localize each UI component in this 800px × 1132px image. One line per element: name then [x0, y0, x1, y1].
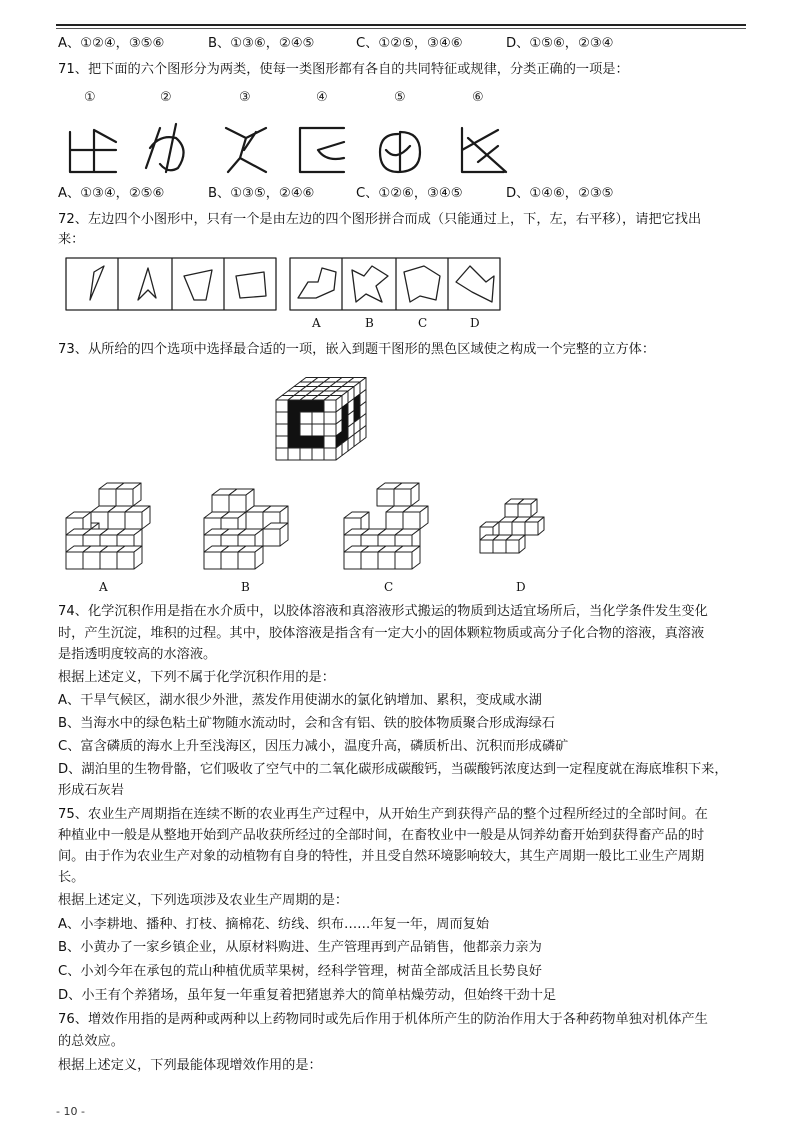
cube-cell: [276, 424, 288, 436]
q72-choice-label-c: C: [418, 316, 428, 330]
q75-option-a: A、小李耕地、播种、打枝、摘棉花、纺线、织布……年复一年，周而复始: [58, 917, 490, 932]
q71-figure-label: ①: [84, 90, 96, 105]
cube-cell: [324, 412, 336, 424]
cube-cell: [324, 436, 336, 448]
q75-option-d: D、小王有个养猪场，虽年复一年重复着把猪崽养大的简单枯燥劳动，但始终干劲十足: [58, 988, 557, 1003]
unit-cube-front: [83, 552, 100, 569]
cube-cell: [276, 436, 288, 448]
cube-cell: [300, 400, 312, 412]
unit-cube-front: [100, 552, 117, 569]
q71-figure-label: ②: [160, 90, 172, 105]
unit-cube-front: [493, 540, 506, 553]
cube-cell: [312, 436, 324, 448]
q75-option-c: C、小刘今年在承包的荒山种植优质苹果树，经科学管理，树苗全部成活且长势良好: [58, 964, 542, 979]
q71-figure-label: ③: [239, 90, 251, 105]
unit-cube-front: [525, 522, 538, 535]
unit-cube-front: [238, 552, 255, 569]
cube-cell: [324, 400, 336, 412]
q71-figure-label: ⑤: [394, 90, 406, 105]
q75-option-b: B、小黄办了一家乡镇企业，从原材料购进、生产管理再到产品销售，他都亲力亲为: [58, 940, 542, 955]
cube-cell: [312, 424, 324, 436]
cube-cell: [300, 424, 312, 436]
unit-cube-front: [505, 504, 518, 517]
q71-stem: 71、把下面的六个图形分为两类，使每一类图形都有各自的共同特征或规律，分类正确的一项是：: [58, 62, 629, 77]
q71-option-c: C、①②⑥，③④⑤: [356, 186, 463, 201]
unit-cube-front: [344, 552, 361, 569]
cube-cell: [312, 448, 324, 460]
unit-cube-front: [403, 512, 420, 529]
q71-option-b: B、①③⑤，②④⑥: [208, 186, 315, 201]
page-number: - 10 -: [56, 1105, 85, 1118]
q71-option-a: A、①③④，②⑤⑥: [58, 186, 165, 201]
unit-cube-front: [480, 540, 493, 553]
q71-option-d: D、①④⑥，②③⑤: [506, 186, 614, 201]
cube-cell: [312, 400, 324, 412]
unit-cube-front: [512, 522, 525, 535]
q73-choice-label-c: C: [384, 580, 394, 594]
cube-cell: [324, 448, 336, 460]
unit-cube-front: [394, 489, 411, 506]
q75-stem-line4: 长。: [58, 870, 85, 885]
q76-stem-line2: 的总效应。: [58, 1034, 124, 1049]
q74-option-c: C、富含磷质的海水上升至浅海区，因压力减小，温度升高，磷质析出、沉积而形成磷矿: [58, 739, 569, 754]
unit-cube-front: [212, 495, 229, 512]
q72-stem-line1: 72、左边四个小图形中，只有一个是由左边的四个图形拼合而成（只能通过上，下，左，右平移），请把它找出: [58, 212, 702, 227]
q74-option-d-cont: 形成石灰岩: [58, 783, 124, 798]
unit-cube-front: [263, 529, 280, 546]
q72-choice-label-a: A: [312, 316, 321, 330]
cube-cell: [300, 436, 312, 448]
q72-stem-line2: 来：: [58, 232, 85, 247]
unit-cube-front: [229, 495, 246, 512]
q75-stem-line2: 种植业中一般是从整地开始到产品收获所经过的全部时间，在畜牧业中一般是从饲养幼畜开始到获得畜产品的时: [58, 828, 705, 843]
cube-cell: [324, 424, 336, 436]
q71-figure-label: ④: [316, 90, 328, 105]
q74-option-b: B、当海水中的绿色粘土矿物随水流动时，会和含有铝、铁的胶体物质聚合形成海绿石: [58, 716, 555, 731]
q75-stem-line1: 75、农业生产周期指在连续不断的农业再生产过程中，从开始生产到获得产品的整个过程所经过的全部时间。在: [58, 807, 708, 822]
unit-cube-front: [117, 552, 134, 569]
unit-cube-front: [386, 512, 403, 529]
prev-option-c: C、①②⑤，③④⑥: [356, 36, 463, 51]
q74-stem-line1: 74、化学沉积作用是指在水介质中，以胶体溶液和真溶液形式搬运的物质到达适宜场所后，当化学条件发生变化: [58, 604, 708, 619]
unit-cube-front: [378, 552, 395, 569]
unit-cube-front: [518, 504, 531, 517]
cube-cell: [288, 436, 300, 448]
q72-choice-label-d: D: [470, 316, 480, 330]
unit-cube-front: [99, 489, 116, 506]
unit-cube-front: [361, 552, 378, 569]
unit-cube-front: [395, 552, 412, 569]
unit-cube-front: [125, 512, 142, 529]
prev-option-d: D、①⑤⑥，②③④: [506, 36, 614, 51]
unit-cube-front: [246, 512, 263, 529]
q74-stem-line2: 时，产生沉淀，堆积的过程。其中，胶体溶液是指含有一定大小的固体颗粒物质或高分子化合物的溶液，真溶液: [58, 626, 705, 641]
prev-option-b: B、①③⑥，②④⑤: [208, 36, 315, 51]
unit-cube-front: [499, 522, 512, 535]
q73-stem: 73、从所给的四个选项中选择最合适的一项，嵌入到题干图形的黑色区域使之构成一个完整的立方体：: [58, 342, 656, 357]
q73-choice-label-d: D: [516, 580, 526, 594]
cube-cell: [300, 448, 312, 460]
cube-cell: [288, 424, 300, 436]
unit-cube-front: [204, 552, 221, 569]
cube-cell: [276, 448, 288, 460]
cube-cell: [300, 412, 312, 424]
q73-choice-label-a: A: [99, 580, 108, 594]
q74-option-d: D、湖泊里的生物骨骼，它们吸收了空气中的二氧化碳形成碳酸钙，当碳酸钙浓度达到一定程度就在海底堆积下来，: [58, 762, 728, 777]
unit-cube-front: [377, 489, 394, 506]
q74-stem-line3: 是指透明度较高的水溶液。: [58, 647, 217, 662]
q74-option-a: A、干旱气候区，湖水很少外泄，蒸发作用使湖水的氯化钠增加、累积，变成咸水湖: [58, 693, 542, 708]
q75-question: 根据上述定义，下列选项涉及农业生产周期的是：: [58, 893, 349, 908]
q76-stem-line1: 76、增效作用指的是两种或两种以上药物同时或先后作用于机体所产生的防治作用大于各种药物单独对机体产生: [58, 1012, 708, 1027]
cube-cell: [312, 412, 324, 424]
unit-cube-front: [506, 540, 519, 553]
unit-cube-front: [221, 552, 238, 569]
unit-cube-front: [116, 489, 133, 506]
q75-stem-line3: 间。由于作为农业生产对象的动植物有自身的特性，并且受自然环境影响较大，其生产周期一般比工业生产周期: [58, 849, 705, 864]
unit-cube-front: [108, 512, 125, 529]
q71-figure-label: ⑥: [472, 90, 484, 105]
cube-cell: [288, 412, 300, 424]
q74-question: 根据上述定义，下列不属于化学沉积作用的是：: [58, 670, 335, 685]
cube-cell: [288, 400, 300, 412]
cube-cell: [276, 400, 288, 412]
q72-choice-label-b: B: [365, 316, 374, 330]
unit-cube-front: [66, 552, 83, 569]
cube-cell: [276, 412, 288, 424]
q76-question: 根据上述定义，下列最能体现增效作用的是：: [58, 1058, 322, 1073]
q73-choice-label-b: B: [241, 580, 250, 594]
cube-cell: [288, 448, 300, 460]
prev-option-a: A、①②④，③⑤⑥: [58, 36, 165, 51]
